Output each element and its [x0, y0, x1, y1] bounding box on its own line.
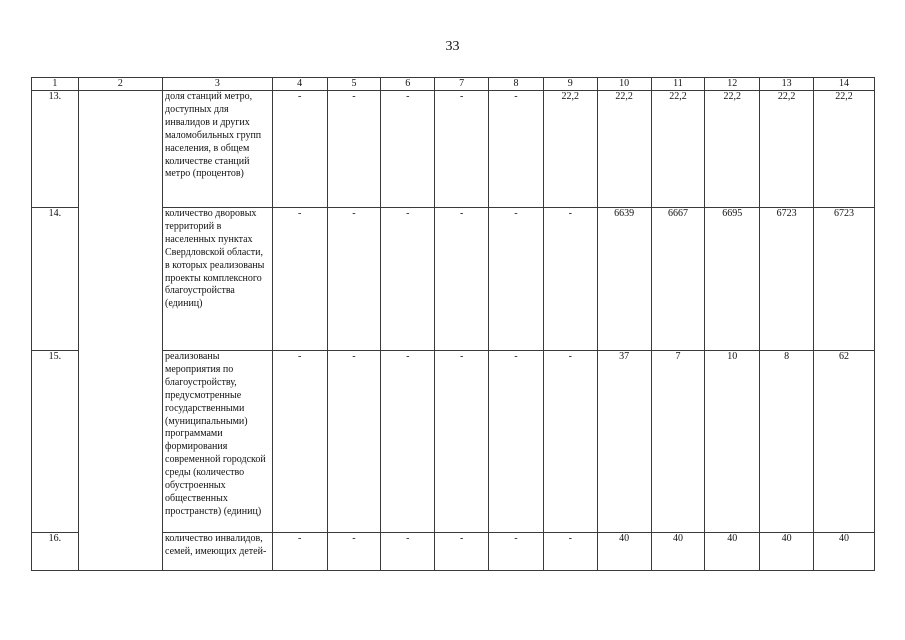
row-number: 14. [32, 208, 79, 351]
value-cell: - [272, 533, 327, 571]
indicator-description: количество дворовых территорий в населенных пунктах Свердловской области, в которых реализованы проекты комплексного благоустройства (единиц) [163, 208, 273, 351]
value-cell: - [435, 533, 489, 571]
value-cell: 7 [651, 351, 705, 533]
indicator-description: количество инвалидов, семей, имеющих детей- [163, 533, 273, 571]
indicator-description: реализованы мероприятия по благоустройству, предусмотренные государственными (муниципальными) программами формирования современной городской среды (количество обустроенных общественных пространств) (единиц) [163, 351, 273, 533]
value-cell: - [327, 91, 381, 208]
value-cell: 22,2 [705, 91, 760, 208]
value-cell: 10 [705, 351, 760, 533]
value-cell: - [543, 351, 597, 533]
value-cell: 8 [760, 351, 814, 533]
column-header: 3 [163, 78, 273, 91]
column-header: 9 [543, 78, 597, 91]
value-cell: 40 [814, 533, 875, 571]
column-header: 8 [489, 78, 544, 91]
value-cell: 40 [651, 533, 705, 571]
value-cell: - [489, 208, 544, 351]
column-header: 10 [597, 78, 651, 91]
value-cell: - [327, 533, 381, 571]
table-header-row [32, 78, 875, 91]
value-cell: 6723 [814, 208, 875, 351]
value-cell: - [381, 208, 435, 351]
value-cell: - [435, 91, 489, 208]
value-cell: - [489, 351, 544, 533]
value-cell: 40 [597, 533, 651, 571]
column-header: 1 [32, 78, 79, 91]
value-cell: - [327, 351, 381, 533]
value-cell: - [327, 208, 381, 351]
column-header: 11 [651, 78, 705, 91]
column-header: 2 [78, 78, 162, 91]
row-number: 15. [32, 351, 79, 533]
value-cell: - [272, 208, 327, 351]
value-cell: - [435, 208, 489, 351]
value-cell: - [381, 91, 435, 208]
value-cell: 6695 [705, 208, 760, 351]
value-cell: 62 [814, 351, 875, 533]
value-cell: - [272, 351, 327, 533]
value-cell: 22,2 [760, 91, 814, 208]
value-cell: 22,2 [651, 91, 705, 208]
value-cell: 22,2 [543, 91, 597, 208]
column-header: 6 [381, 78, 435, 91]
column-header: 4 [272, 78, 327, 91]
column-header: 5 [327, 78, 381, 91]
value-cell: 6639 [597, 208, 651, 351]
value-cell: 22,2 [597, 91, 651, 208]
column-header: 14 [814, 78, 875, 91]
value-cell: - [543, 208, 597, 351]
value-cell: - [543, 533, 597, 571]
indicators-table [31, 77, 875, 571]
table-row [32, 91, 875, 208]
value-cell: 6723 [760, 208, 814, 351]
value-cell: - [272, 91, 327, 208]
value-cell: - [489, 91, 544, 208]
row-number: 16. [32, 533, 79, 571]
value-cell: - [435, 351, 489, 533]
row-group-cell [78, 91, 162, 571]
value-cell: 22,2 [814, 91, 875, 208]
value-cell: 6667 [651, 208, 705, 351]
row-number: 13. [32, 91, 79, 208]
column-header: 7 [435, 78, 489, 91]
column-header: 13 [760, 78, 814, 91]
value-cell: - [489, 533, 544, 571]
value-cell: 40 [760, 533, 814, 571]
indicator-description: доля станций метро, доступных для инвалидов и других маломобильных групп населения, в общем количестве станций метро (процентов) [163, 91, 273, 208]
value-cell: - [381, 533, 435, 571]
value-cell: 37 [597, 351, 651, 533]
value-cell: 40 [705, 533, 760, 571]
column-header: 12 [705, 78, 760, 91]
value-cell: - [381, 351, 435, 533]
page-number: 33 [445, 39, 460, 54]
